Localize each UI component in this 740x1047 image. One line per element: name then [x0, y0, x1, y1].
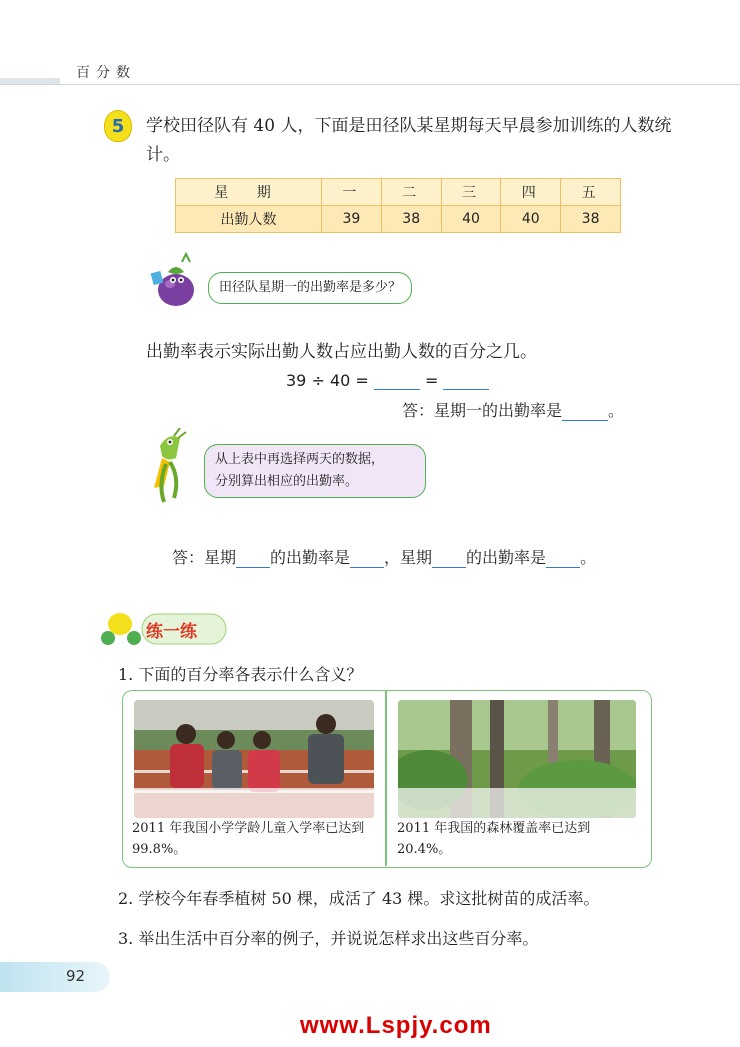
table-count-cell: 39 — [322, 206, 382, 233]
answer-text: 的出勤率是 — [466, 548, 547, 567]
page-number: 92 — [66, 967, 86, 985]
question-3: 3. 举出生活中百分率的例子，并说说怎样求出这些百分率。 — [118, 929, 539, 948]
problem-number-badge: 5 — [104, 110, 132, 142]
bubble-line: 分别算出相应的出勤率。 — [215, 474, 359, 489]
problem-text: 学校田径队有 40 人，下面是田径队某星期每天早晨参加训练的人数统计。 — [146, 116, 672, 165]
table-count-cell: 38 — [381, 206, 441, 233]
answer-blank[interactable] — [562, 401, 608, 421]
equation — [286, 370, 489, 390]
speech-bubble-instruction — [204, 444, 426, 498]
answer-line-2 — [172, 545, 596, 568]
answer-text: ，星期 — [384, 548, 433, 567]
answer-blank[interactable] — [546, 548, 580, 568]
eggplant-mascot-icon — [146, 250, 206, 312]
answer-blank[interactable] — [432, 548, 466, 568]
photo-caption-forest: 2011 年我国的森林覆盖率已达到 20.4%。 — [397, 821, 591, 857]
table-row-label-weekday: 星 期 — [176, 179, 322, 206]
bubble-line: 从上表中再选择两天的数据， — [215, 452, 385, 467]
table-row — [176, 206, 621, 233]
explanation-text: 出勤率表示实际出勤人数占应出勤人数的百分之几。 — [146, 342, 537, 362]
table-day-cell: 四 — [501, 179, 561, 206]
answer-text: 答：星期 — [172, 548, 237, 567]
table-count-cell: 40 — [501, 206, 561, 233]
forest-photo-image — [398, 700, 636, 818]
answer-line-1 — [402, 398, 624, 421]
table-day-cell: 三 — [441, 179, 501, 206]
table-day-cell: 二 — [381, 179, 441, 206]
answer-text: 。 — [580, 548, 597, 567]
watermark-text: www.Lspjy.com — [300, 1012, 492, 1039]
photo-caption-enrollment: 2011 年我国小学学龄儿童入学率已达到 99.8%。 — [132, 821, 365, 857]
table-day-cell: 五 — [561, 179, 621, 206]
practice-title: 练一练 — [146, 622, 197, 642]
speech-bubble-question: 田径队星期一的出勤率是多少？ — [208, 272, 412, 304]
table-header-row — [176, 179, 621, 206]
table-count-cell: 38 — [561, 206, 621, 233]
header-divider — [0, 84, 740, 85]
question-1: 1. 下面的百分率各表示什么含义？ — [118, 665, 363, 684]
answer-blank[interactable] — [236, 548, 270, 568]
equation-equals: = — [424, 371, 439, 390]
answer-blank[interactable] — [374, 370, 420, 390]
table-day-cell: 一 — [322, 179, 382, 206]
question-2: 2. 学校今年春季植树 50 棵，成活了 43 棵。求这批树苗的成活率。 — [118, 889, 600, 908]
section-title: 百分数 — [76, 65, 136, 81]
answer-blank[interactable] — [443, 370, 489, 390]
attendance-table — [175, 178, 621, 233]
table-count-cell: 40 — [441, 206, 501, 233]
answer-text: 。 — [608, 401, 625, 420]
answer-blank[interactable] — [350, 548, 384, 568]
answer-text: 答：星期一的出勤率是 — [402, 401, 563, 420]
students-photo-image — [134, 700, 374, 818]
page-number-tab — [0, 962, 110, 992]
photo-divider — [385, 690, 387, 866]
equation-left: 39 ÷ 40 = — [286, 371, 369, 390]
table-row-label-attendance: 出勤人数 — [176, 206, 322, 233]
answer-text: 的出勤率是 — [270, 548, 351, 567]
grasshopper-mascot-icon — [140, 428, 200, 508]
